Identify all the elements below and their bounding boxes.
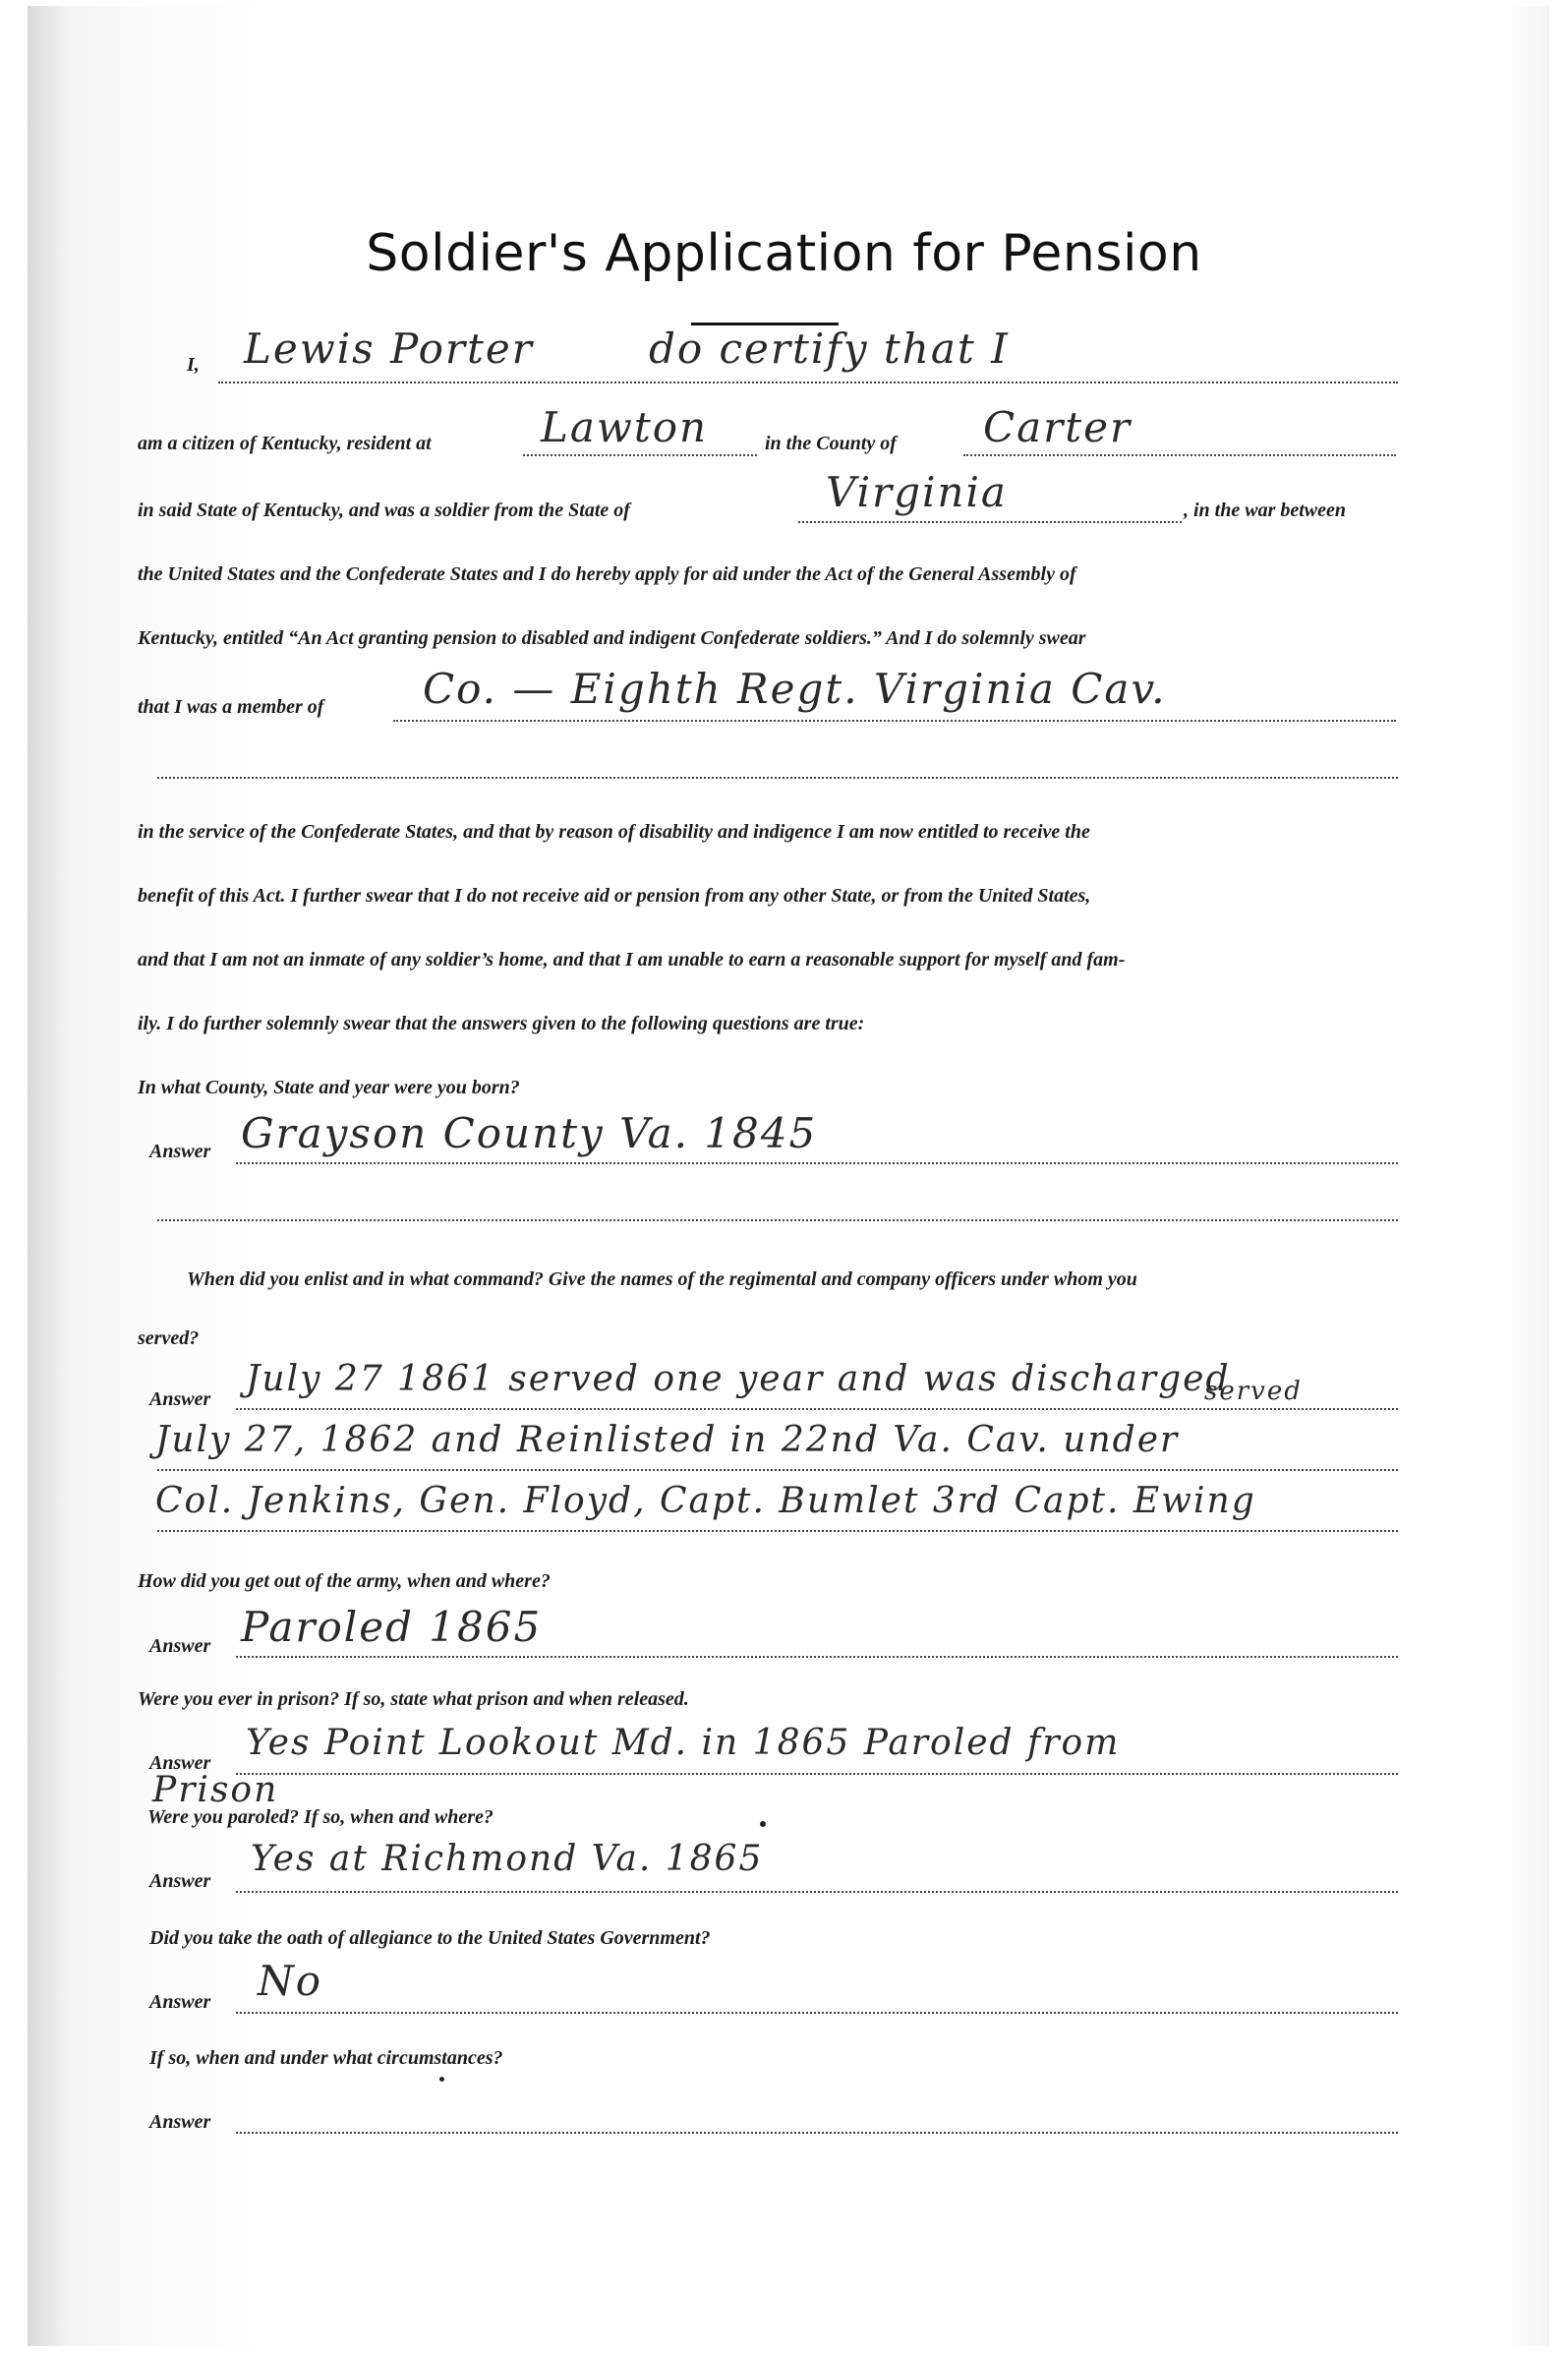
q6-answer-label: Answer [149, 1991, 211, 2013]
q6-answer: No [258, 1957, 323, 2005]
state-value: Virginia [826, 468, 1008, 516]
name-blank [218, 382, 1398, 383]
q7-answer-blank [236, 2132, 1398, 2134]
q2-answer-label: Answer [149, 1388, 211, 1410]
body-line-5: Kentucky, entitled “An Act granting pension to disabled and indigent Confederate soldiers.” And I do solemnly swear [138, 627, 1086, 649]
q2-answer-blank-3 [157, 1530, 1398, 1532]
q3-question: How did you get out of the army, when and where? [138, 1570, 551, 1592]
q5-answer-blank [236, 1891, 1398, 1893]
q1-question: In what County, State and year were you born? [138, 1077, 520, 1098]
q1-answer-blank-2 [157, 1219, 1398, 1221]
q3-answer-label: Answer [149, 1635, 211, 1657]
state-label: in said State of Kentucky, and was a soldier from the State of [138, 500, 630, 521]
certify-handwritten: do certify that I [649, 324, 1010, 373]
q6-answer-blank [236, 2012, 1398, 2014]
body-line-11: ily. I do further solemnly swear that the answers given to the following questions are true: [138, 1013, 865, 1034]
intro-i-label: I, [187, 354, 200, 376]
citizen-label: am a citizen of Kentucky, resident at [138, 433, 432, 454]
war-between-text: , in the war between [1184, 500, 1347, 521]
member-value: Co. — Eighth Regt. Virginia Cav. [423, 665, 1167, 713]
applicant-name: Lewis Porter [244, 324, 534, 373]
q2-answer-line-2: July 27, 1862 and Reinlisted in 22nd Va. Cav. under [155, 1420, 1180, 1460]
county-label: in the County of [765, 433, 897, 454]
member-blank [393, 720, 1396, 722]
q2-answer-blank-1 [236, 1408, 1398, 1410]
body-line-4: the United States and the Confederate States and I do hereby apply for aid under the Act of the General Assembly of [138, 563, 1076, 585]
state-blank [798, 521, 1182, 523]
q5-answer-label: Answer [149, 1870, 211, 1892]
ink-dot [760, 1821, 766, 1827]
q4-answer: Yes Point Lookout Md. in 1865 Paroled from [246, 1723, 1121, 1763]
member-label: that I was a member of [138, 696, 324, 718]
q2-answer-line-1: July 27 1861 served one year and was discharged [246, 1359, 1231, 1399]
q1-answer-label: Answer [149, 1141, 211, 1162]
q2-question-cont: served? [138, 1327, 200, 1349]
q3-answer-blank [236, 1656, 1398, 1658]
q7-answer-label: Answer [149, 2111, 211, 2133]
q5-answer: Yes at Richmond Va. 1865 [251, 1839, 764, 1879]
body-line-10: and that I am not an inmate of any soldier’s home, and that I am unable to earn a reasonable support for myself and fam- [138, 949, 1126, 971]
q6-question: Did you take the oath of allegiance to the United States Government? [149, 1927, 711, 1949]
county-value: Carter [983, 403, 1132, 451]
residence-value: Lawton [541, 403, 709, 451]
residence-blank [523, 454, 757, 456]
body-line-9: benefit of this Act. I further swear that I do not receive aid or pension from any other State, or from the United States, [138, 885, 1091, 907]
q1-answer-blank [236, 1162, 1398, 1164]
q4-answer-label: Answer [149, 1752, 211, 1774]
form-title: Soldier's Application for Pension [366, 224, 1202, 283]
q2-answer-blank-2 [157, 1469, 1398, 1471]
q2-answer-insert: served [1204, 1377, 1303, 1406]
ink-dot [439, 2077, 444, 2082]
member-blank-2 [157, 777, 1398, 779]
county-blank [963, 454, 1396, 456]
body-line-8: in the service of the Confederate States, and that by reason of disability and indigence I am now entitled to receive the [138, 821, 1090, 843]
q4-answer-cont: Prison [152, 1770, 279, 1810]
q2-answer-line-3: Col. Jenkins, Gen. Floyd, Capt. Bumlet 3rd Capt. Ewing [155, 1481, 1256, 1521]
q2-question: When did you enlist and in what command? Give the names of the regimental and company officers under whom you [187, 1268, 1137, 1290]
q7-question: If so, when and under what circumstances? [149, 2047, 503, 2069]
q1-answer: Grayson County Va. 1845 [241, 1109, 818, 1157]
q4-question: Were you ever in prison? If so, state what prison and when released. [138, 1688, 689, 1710]
q5-question: Were you paroled? If so, when and where? [147, 1806, 494, 1828]
q4-answer-blank [236, 1773, 1398, 1775]
q3-answer: Paroled 1865 [241, 1603, 543, 1651]
